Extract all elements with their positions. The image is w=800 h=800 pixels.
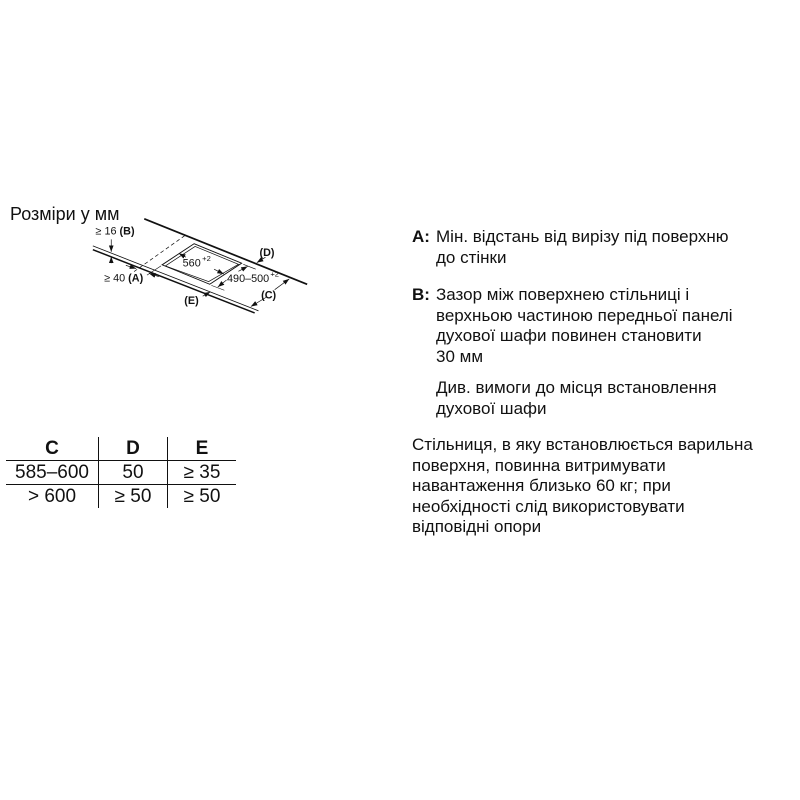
note-b-text — [436, 285, 786, 367]
note-b-line: духової шафи повинен становити — [436, 326, 702, 345]
col-header-d: D — [99, 437, 168, 461]
note-load-capacity — [412, 435, 797, 538]
note-a-line: Мін. відстань від вирізу під поверхню — [436, 227, 729, 246]
extension-line-bottom-corner — [211, 285, 224, 290]
table-row — [6, 485, 236, 509]
page-title: Розміри у мм — [10, 204, 120, 224]
label-d: (D) — [259, 247, 275, 260]
note-see-line: Див. вимоги до місця встановлення — [436, 378, 717, 397]
note-see-requirements — [436, 378, 786, 419]
label-c: (C) — [261, 289, 277, 302]
table-header-row — [6, 437, 236, 461]
cutout-depth-tolerance: +2 — [270, 269, 279, 279]
side-dim-label: ≥ 40 (A) — [104, 272, 144, 285]
label-e: (E) — [184, 294, 199, 307]
note-a-text — [436, 227, 786, 268]
cell-d1: 50 — [99, 461, 168, 485]
note-b-line: 30 мм — [436, 346, 484, 366]
thickness-dim-label: ≥ 16 (B) — [95, 225, 135, 238]
table-row — [6, 461, 236, 485]
note-see-line: духової шафи — [436, 398, 547, 418]
cutout-depth-dim: 490–500 — [227, 273, 270, 286]
col-header-c: C — [6, 437, 99, 461]
cell-d2: ≥ 50 — [99, 485, 168, 509]
cell-e1: ≥ 35 — [168, 461, 237, 485]
note-load-line: Стільниця, в яку встановлюється варильна — [412, 435, 753, 454]
cutout-width-tolerance: +2 — [202, 254, 211, 264]
extension-line-right-corner — [243, 264, 255, 269]
note-a-line: до стінки — [436, 247, 507, 267]
cell-c2: > 600 — [6, 485, 99, 509]
dim-arrow-width-right — [214, 269, 224, 274]
cutout-width-dim: 560 — [182, 257, 201, 270]
cell-c1: 585–600 — [6, 461, 99, 485]
dim-arrow-c-upper — [275, 279, 290, 290]
dimension-table — [6, 437, 236, 508]
worktop-back-edge-line — [144, 219, 307, 284]
note-b-line: Зазор між поверхнею стільниці і — [436, 285, 690, 304]
cell-e2: ≥ 50 — [183, 486, 221, 507]
note-a-label: A: — [412, 227, 430, 246]
note-load-line: поверхня, повинна витримувати — [412, 455, 666, 475]
col-header-e: E — [168, 437, 237, 461]
note-b-label: B: — [412, 285, 430, 304]
dim-arrow-depth-lower — [218, 280, 227, 287]
note-load-line: навантаження близько 60 кг; при — [412, 476, 671, 495]
dim-arrow-depth-upper — [238, 266, 247, 271]
installation-diagram — [0, 195, 400, 425]
note-load-line: відповідні опори — [412, 517, 542, 536]
note-b-line: верхньою частиною передньої панелі — [436, 305, 733, 325]
side-wall-dashed-line — [133, 236, 185, 273]
note-load-line: необхідності слід використовувати — [412, 496, 685, 516]
